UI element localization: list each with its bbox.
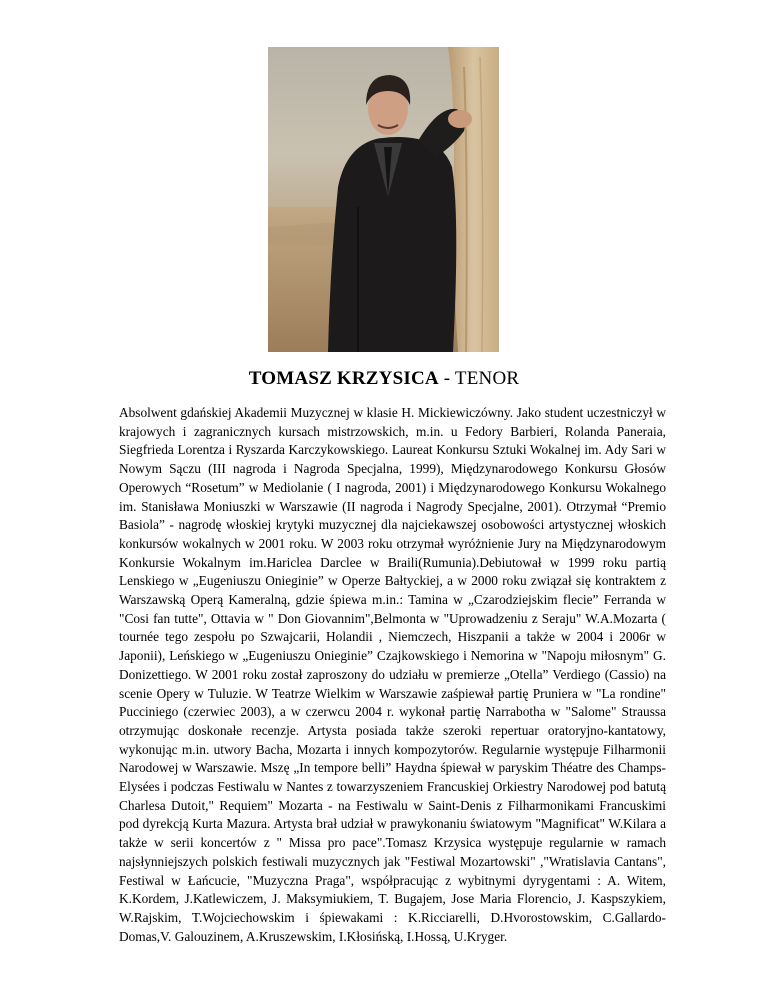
artist-name: TOMASZ KRZYSICA xyxy=(248,368,439,389)
biography-text: Absolwent gdańskiej Akademii Muzycznej w klasie H. Mickiewiczówny. Jako student uczestniczył w krajowych i zagranicznych kursach mistrzowskich, m.in. u Fedory Barbieri, Rolanda Paneraia, Siegfrieda Lorentza i Ryszarda Karczykowskiego. Laureat Konkursu Sztuki Wokalnej im. Ady Sari w Nowym Sączu (III nagroda i Nagroda Specjalna, 1999), Międzynarodowego Konkursu Głosów Operowych “Rosetum” w Mediolanie ( I nagroda, 2001) i Międzynarodowego Konkursu Wokalnego im. Stanisława Moniuszki w Warszawie (II nagroda i Nagrody Specjalne, 2001). Otrzymał “Premio Basiola” - nagrodę włoskiej krytyki muzycznej dla najciekawszej osobowości artystycznej włoskich konkursów wokalnych w 2001 roku. W 2003 roku otrzymał wyróżnienie Jury na Międzynarodowym Konkursie Wokalnym im.Hariclea Darclee w Braili(Rumunia).Debiutował w 1999 roku partią Lenskiego w „Eugeniuszu Onieginie” w Operze Bałtyckiej, a w 2000 roku związał się kontraktem z Warszawską Operą Kameralną, gdzie śpiewa m.in.: Tamina w „Czarodziejskim flecie” Ferranda w "Cosi fan tutte", Ottavia w " Don Giovannim",Belmonta w "Uprowadzeniu z Seraju" W.A.Mozarta ( tournée tego zespołu po Szwajcarii, Holandii , Niemczech, Hiszpanii a także w 2004 i 2006r w Japonii), Leńskiego w „Eugeniuszu Onieginie” Czajkowskiego i Nemorina w "Napoju miłosnym" G. Donizettiego. W 2001 roku został zaproszony do udziału w premierze „Otella” Verdiego (Cassio) na scenie Opery w Tuluzie. W Teatrze Wielkim w Warszawie zaśpiewał partię Pruniera w "La rondine" Pucciniego (czerwiec 2003), a w czerwcu 2004 r. wykonał partię Narrabotha w "Salome" Straussa otrzymując doskonałe recenzje. Artysta posiada także szeroki repertuar oratoryjno-kantatowy, wykonując m.in. utwory Bacha, Mozarta i innych kompozytorów. Regularnie występuje Filharmonii Narodowej w Warszawie. Mszę „In tempore belli” Haydna śpiewał w paryskim Théatre des Champs-Elysées i podczas Festiwalu w Nantes z towarzyszeniem Francuskiej Orkiestry Narodowej pod batutą Charlesa Dutoit," Requiem" Mozarta - na Festiwalu w Saint-Denis z Filharmonikami Francuskimi pod dyrekcją Kurta Mazura. Artysta brał udział w prawykonaniu światowym "Magnificat" W.Kilara a także w serii koncertów z " Missa pro pace".Tomasz Krzysica występuje regularnie w ramach najsłynniejszych polskich festiwali muzycznych jak "Festiwal Mozartowski" ,"Wratislavia Cantans", Festiwal w Łańcucie, "Muzyczna Praga", współpracując z wybitnymi dyrygentami : A. Witem, K.Kordem, J.Katlewiczem, J. Maksymiukiem, T. Bugajem, Jose Maria Florencio, J. Kaspszykiem, W.Rajskim, T.Wojciechowskim i śpiewakami : K.Ricciarelli, D.Hvorostowskim, C.Gallardo-Domas,V. Galouzinem, A.Kruszewskim, I.Kłosińską, I.Hossą, U.Kryger. xyxy=(119,405,666,944)
portrait-photo xyxy=(268,47,499,352)
page-title xyxy=(0,368,768,390)
artist-role: TENOR xyxy=(454,368,520,389)
title-separator: - xyxy=(438,368,455,389)
